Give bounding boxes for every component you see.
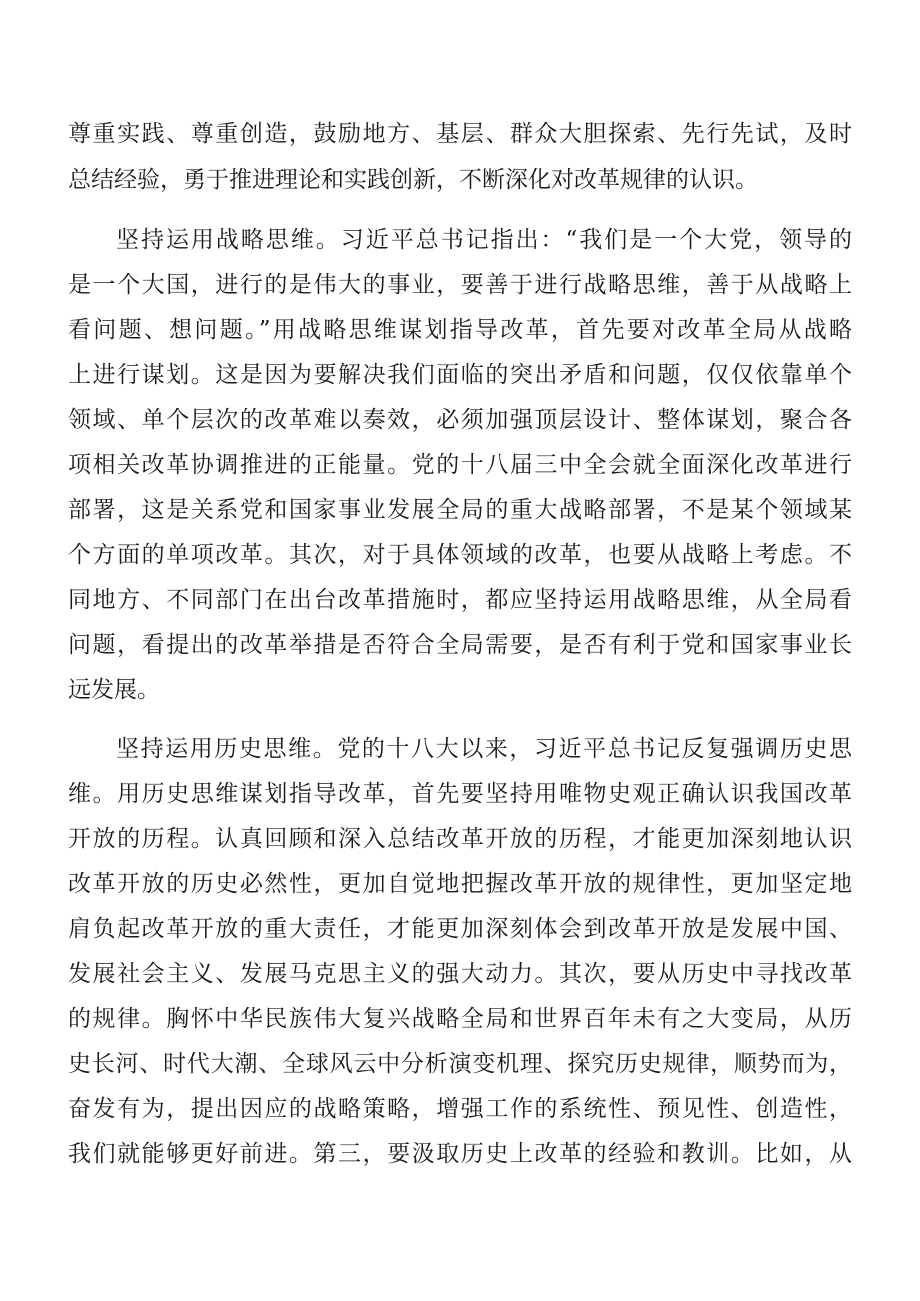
text-line: 上进行谋划。这是因为要解决我们面临的突出矛盾和问题，仅仅依靠单个 (68, 362, 852, 388)
text-line: 坚持运用历史思维。党的十八大以来，习近平总书记反复强调历史思 (116, 736, 852, 762)
text-line: 发展社会主义、发展马克思主义的强大动力。其次，要从历史中寻找改革 (68, 961, 852, 987)
text-line: 领域、单个层次的改革难以奏效，必须加强顶层设计、整体谋划，聚合各 (68, 407, 852, 433)
text-line: 奋发有为，提出因应的战略策略，增强工作的系统性、预见性、创造性， (68, 1096, 852, 1122)
text-line: 问题，看提出的改革举措是否符合全局需要，是否有利于党和国家事业长 (68, 632, 852, 658)
text-line: 维。用历史思维谋划指导改革，首先要坚持用唯物史观正确认识我国改革 (68, 781, 852, 807)
text-line: 尊重实践、尊重创造，鼓励地方、基层、群众大胆探索、先行先试，及时 (68, 121, 852, 147)
text-line: 个方面的单项改革。其次，对于具体领域的改革，也要从战略上考虑。不 (68, 542, 852, 568)
text-line: 的规律。胸怀中华民族伟大复兴战略全局和世界百年未有之大变局，从历 (68, 1006, 852, 1032)
text-line: 总结经验，勇于推进理论和实践创新，不断深化对改革规律的认识。 (68, 167, 758, 193)
text-line: 看问题、想问题。”用战略思维谋划指导改革，首先要对改革全局从战略 (68, 317, 852, 343)
text-line: 远发展。 (68, 677, 160, 703)
text-line: 开放的历程。认真回顾和深入总结改革开放的历程，才能更加深刻地认识 (68, 826, 852, 852)
text-line: 肩负起改革开放的重大责任，才能更加深刻体会到改革开放是发展中国、 (68, 916, 852, 942)
text-line: 我们就能够更好前进。第三，要汲取历史上改革的经验和教训。比如，从 (68, 1141, 852, 1167)
text-line: 改革开放的历史必然性，更加自觉地把握改革开放的规律性，更加坚定地 (68, 871, 852, 897)
text-line: 同地方、不同部门在出台改革措施时，都应坚持运用战略思维，从全局看 (68, 587, 852, 613)
text-line: 部署，这是关系党和国家事业发展全局的重大战略部署，不是某个领域某 (68, 497, 852, 523)
text-line: 史长河、时代大潮、全球风云中分析演变机理、探究历史规律，顺势而为， (68, 1051, 852, 1077)
text-line: 项相关改革协调推进的正能量。党的十八届三中全会就全面深化改革进行 (68, 452, 852, 478)
text-line: 是一个大国，进行的是伟大的事业，要善于进行战略思维，善于从战略上 (68, 272, 852, 298)
text-line: 坚持运用战略思维。习近平总书记指出：“我们是一个大党，领导的 (116, 227, 852, 253)
